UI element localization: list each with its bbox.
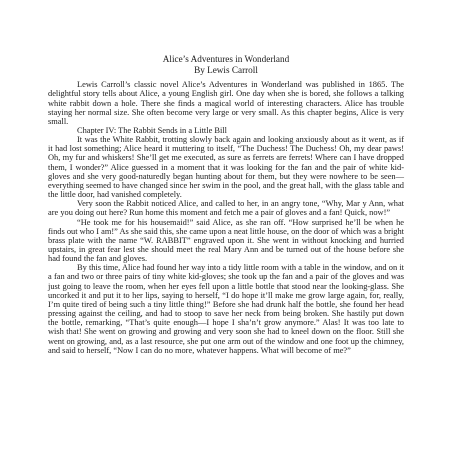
intro-paragraph: Lewis Carroll’s classic novel Alice’s Adventures in Wonderland was published in 1865. The delightful story tells about Alice, a young English girl. One day when she is bored, she follows a talking white rabbit down a hole. There she finds a magical world of interesting characters. Alice has trouble staying her normal size. She often become very large or very small. As this chapter begins, Alice is very small. — [48, 80, 404, 126]
body-paragraph: Very soon the Rabbit noticed Alice, and called to her, in an angry tone, “Why, Mar y Ann, what are you doing out here? Run home this moment and fetch me a pair of gloves and a fan! Quick, now!” — [48, 199, 404, 218]
body-paragraph: “He took me for his housemaid!” said Alice, as she ran off. “How surprised he’ll be when he finds out who I am!” As she said this, she came upon a neat little house, on the door of which was a bright brass plate with the name “W. RABBIT” engraved upon it. She went in without knocking and hurried upstairs, in great fear lest she should meet the real Mary Ann and be turned out of the house before she had found the fan and gloves. — [48, 217, 404, 264]
body-paragraph: By this time, Alice had found her way into a tidy little room with a table in the window, and on it a fan and two or three pairs of tiny white kid-gloves; she took up the fan and a pair of the gloves and was just going to leave the room, when her eyes fell upon a little bottle that stood near the looking-glass. She uncorked it and put it to her lips, saying to herself, “I do hope it’ll make me grow large again, for, really, I’m quite tired of being such a tiny little thing!” Before she had drunk half the bottle, she found her head pressing against the ceiling, and had to stoop to save her neck from being broken. She hastily put down the bottle, remarking, “That’s quite enough—I hope I sha’n’t grow anymore.” Alas! It was too late to wish that! She went on growing and growing and very soon she had to kneel down on the floor. Still she went on growing, and, as a last resource, she put one arm out of the window and one foot up the chimney, and said to herself, “Now I can do no more, whatever happens. What will become of me?” — [48, 263, 404, 355]
document-title: Alice’s Adventures in Wonderland — [162, 54, 290, 64]
document-page — [48, 54, 404, 355]
chapter-heading: Chapter IV: The Rabbit Sends in a Little Bill — [77, 125, 227, 135]
body-paragraph: It was the White Rabbit, trotting slowly back again and looking anxiously about as it went, as if it had lost something; Alice heard it muttering to itself, “The Duchess! The Duchess! Oh, my dear paws! Oh, my fur and whiskers! She’ll get me executed, as sure as ferrets are ferrets! Where can I have dropped them, I wonder?” Alice guessed in a moment that it was looking for the fan and the pair of white kid-gloves and she very good-naturedly began hunting about for them, but they were nowhere to be seen—everything seemed to have changed since her swim in the pool, and the great hall, with the glass table and the little door, had vanished completely. — [48, 135, 404, 200]
document-author: By Lewis Carroll — [194, 64, 258, 75]
title-block — [48, 54, 404, 75]
